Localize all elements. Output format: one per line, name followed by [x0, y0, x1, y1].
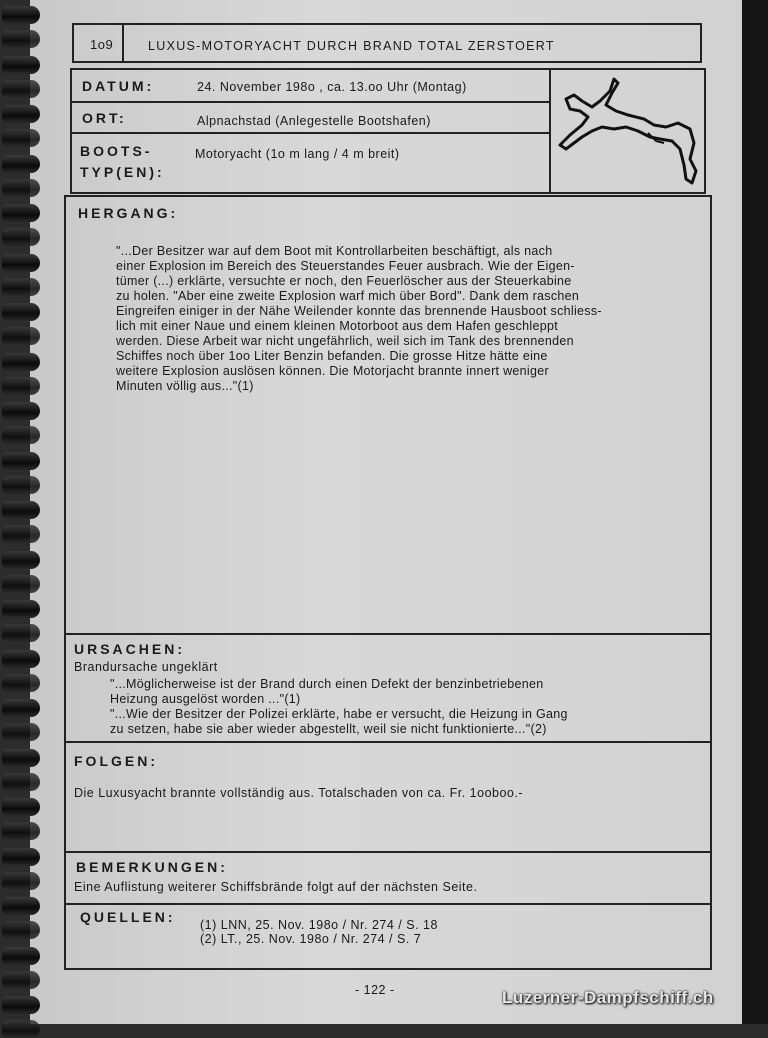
spiral-binding [0, 0, 50, 1024]
ursachen-intro: Brandursache ungeklärt [74, 660, 218, 674]
folgen-text: Die Luxusyacht brannte vollständig aus. Totalschaden von ca. Fr. 1ooboo.- [74, 786, 524, 800]
binding-ring [2, 254, 40, 272]
ort-value: Alpnachstad (Anlegestelle Bootshafen) [197, 114, 431, 128]
quellen-item-1: (1) LNN, 25. Nov. 198o / Nr. 274 / S. 18 [200, 918, 438, 932]
hergang-text: "...Der Besitzer war auf dem Boot mit Kontrollarbeiten beschäftigt, als nach einer Explosion im Bereich des Steuerstandes Feuer ausbrach. Wie der Eigen- tümer (...) erklärte, versuchte er noch, den Feuerlöscher aus der Steuerkabine zu holen. "Aber eine zweite Explosion warf mich über Bord". Dank dem raschen Eingreifen einiger in der Nähe Weilender konnte das brennende Hausboot schliess- lich mit einer Naue und einem kleinen Motorboot aus dem Hafen geschleppt werden. Diese Arbeit war nicht ungefährlich, weil sich im Tank des brennenden Schiffes noch über 1oo Liter Benzin befanden. Die grosse Hitze hätte eine weitere Explosion auslösen können. Die Motorjacht brannte innert weniger Minuten völlig aus..."(1) [116, 244, 602, 393]
binding-ring [2, 56, 40, 74]
binding-ring [2, 377, 40, 395]
binding-ring [2, 723, 40, 741]
binding-ring [2, 971, 40, 989]
binding-ring [2, 699, 40, 717]
quellen-label: QUELLEN: [80, 909, 176, 925]
binding-ring [2, 798, 40, 816]
background-right [742, 0, 768, 1024]
quellen-item-2: (2) LT., 25. Nov. 198o / Nr. 274 / S. 7 [200, 932, 422, 946]
binding-ring [2, 501, 40, 519]
binding-ring [2, 921, 40, 939]
binding-ring [2, 650, 40, 668]
binding-ring [2, 129, 40, 147]
datum-value: 24. November 198o , ca. 13.oo Uhr (Montag) [197, 80, 467, 94]
binding-ring [2, 947, 40, 965]
binding-ring [2, 80, 40, 98]
binding-ring [2, 30, 40, 48]
binding-ring [2, 872, 40, 890]
binding-ring [2, 426, 40, 444]
ursachen-label: URSACHEN: [74, 641, 185, 657]
binding-ring [2, 452, 40, 470]
binding-ring [2, 525, 40, 543]
binding-ring [2, 155, 40, 173]
folgen-label: FOLGEN: [74, 753, 158, 769]
binding-ring [2, 402, 40, 420]
binding-ring [2, 822, 40, 840]
binding-ring [2, 204, 40, 222]
binding-ring [2, 353, 40, 371]
binding-ring [2, 551, 40, 569]
ursachen-text: "...Möglicherweise ist der Brand durch einen Defekt der benzinbetriebenen Heizung ausgelöst worden ..."(1) "...Wie der Besitzer der Polizei erklärte, habe er versucht, die Heizung in Gang zu setzen, habe sie aber wieder abgestellt, weil sie nicht funktionierte..."(2) [110, 677, 568, 736]
document-page [30, 0, 742, 1024]
binding-ring [2, 179, 40, 197]
bootstyp-value: Motoryacht (1o m lang / 4 m breit) [195, 147, 400, 161]
entry-number: 1o9 [90, 37, 114, 52]
bemerkungen-text: Eine Auflistung weiterer Schiffsbrände folgt auf der nächsten Seite. [74, 880, 478, 894]
binding-ring [2, 773, 40, 791]
ort-label: ORT: [82, 110, 127, 126]
binding-ring [2, 1020, 40, 1038]
binding-ring [2, 327, 40, 345]
bemerkungen-label: BEMERKUNGEN: [76, 859, 228, 875]
page-number: - 122 - [355, 983, 395, 997]
bootstyp-label-2: TYP(EN): [80, 164, 165, 180]
lake-map-icon [552, 71, 702, 191]
binding-ring [2, 278, 40, 296]
binding-ring [2, 228, 40, 246]
binding-ring [2, 476, 40, 494]
binding-ring [2, 600, 40, 618]
binding-ring [2, 848, 40, 866]
binding-ring [2, 105, 40, 123]
entry-title: LUXUS-MOTORYACHT DURCH BRAND TOTAL ZERSTOERT [148, 39, 555, 53]
watermark: Luzerner-Dampfschiff.ch [502, 988, 714, 1007]
datum-label: DATUM: [82, 78, 155, 94]
bootstyp-label-1: BOOTS- [80, 143, 153, 159]
binding-ring [2, 303, 40, 321]
hergang-label: HERGANG: [78, 205, 179, 221]
binding-ring [2, 749, 40, 767]
binding-ring [2, 674, 40, 692]
binding-ring [2, 996, 40, 1014]
binding-ring [2, 624, 40, 642]
binding-ring [2, 897, 40, 915]
binding-ring [2, 6, 40, 24]
binding-ring [2, 575, 40, 593]
